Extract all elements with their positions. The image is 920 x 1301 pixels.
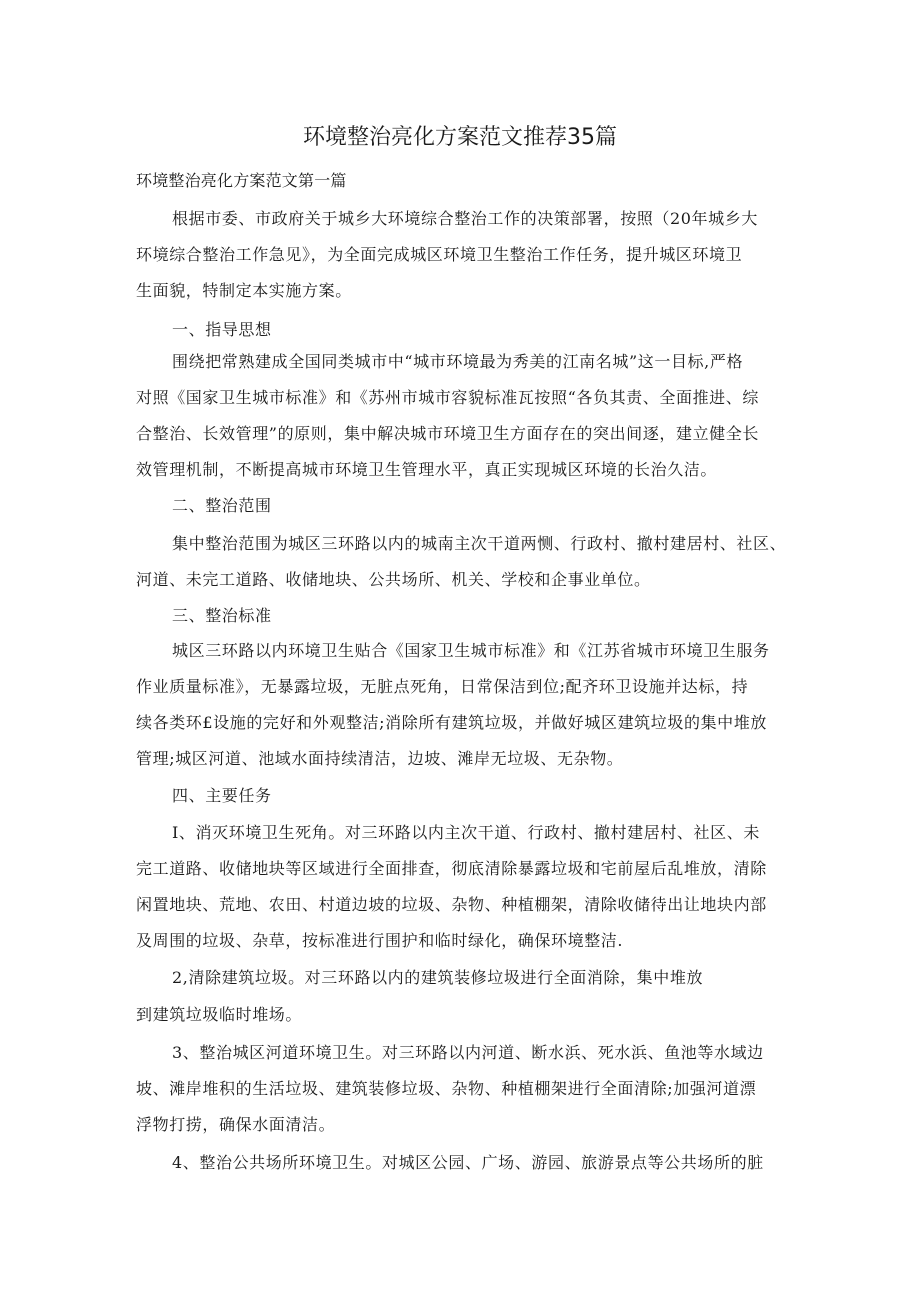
paragraph-line: 完工道路、收储地块等区域进行全面排查，彻底清除暴露垃圾和宅前屋后乱堆放，清除 bbox=[136, 859, 767, 878]
section-heading-main-tasks: 四、主要任务 bbox=[172, 786, 272, 805]
paragraph-line: 河道、未完工道路、收储地块、公共场所、机关、学校和企事业单位。 bbox=[136, 570, 651, 589]
intro-line: 环境综合整治工作急见》，为全面完成城区环境卫生整治工作任务，提升城区环境卫 bbox=[136, 245, 743, 264]
paragraph-line: 4、整治公共场所环境卫生。对城区公园、广场、游园、旅游景点等公共场所的脏 bbox=[172, 1153, 764, 1172]
paragraph-line: 2,清除建筑垃圾。对三环路以内的建筑装修垃圾进行全面消除，集中堆放 bbox=[172, 968, 704, 987]
paragraph-line: 管理;城区河道、池域水面持续清洁，边坡、滩岸无垃圾、无杂物。 bbox=[136, 749, 624, 768]
section-heading-standards: 三、整治标准 bbox=[172, 606, 272, 625]
paragraph-line: 合整治、长效管理”的原则，集中解决城市环境卫生方面存在的突出间逐，建立健全长 bbox=[136, 424, 759, 443]
paragraph-line: 效管理机制，不断提高城市环境卫生管理水平，真正实现城区环境的长治久洁。 bbox=[136, 460, 718, 479]
paragraph-line: 3、整治城区河道环境卫生。对三环路以内河道、断水浜、死水浜、鱼池等水域边 bbox=[172, 1043, 764, 1062]
section-heading-scope: 二、整治范围 bbox=[172, 496, 272, 515]
paragraph-line: 坡、滩岸堆积的生活垃圾、建筑装修垃圾、杂物、种植棚架进行全面清除;加强河道漂 bbox=[136, 1079, 757, 1098]
paragraph-line: 闲置地块、荒地、农田、村道边坡的垃圾、杂物、种植棚架，清除收储待出让地块内部 bbox=[136, 895, 767, 914]
paragraph-line: 及周围的垃圾、杂草，按标准进行围护和临时绿化，确保环境整洁. bbox=[136, 931, 624, 950]
paragraph-line: 续各类环£设施的完好和外观整洁;消除所有建筑垃圾，并做好城区建筑垃圾的集中堆放 bbox=[136, 713, 767, 732]
intro-line: 根据市委、市政府关于城乡大环境综合整治工作的决策部署，按照（20年城乡大 bbox=[172, 209, 758, 228]
paragraph-line: 到建筑垃圾临时堆场。 bbox=[136, 1005, 303, 1024]
paragraph-line: 城区三环路以内环境卫生贴合《国家卫生城市标准》和《江苏省城市环境卫生服务 bbox=[172, 641, 770, 660]
paragraph-line: 对照《国家卫生城市标准》和《苏州市城市容貌标准瓦按照“各负其责、全面推进、综 bbox=[136, 388, 759, 407]
paragraph-line: 浮物打捞，确保水面清洁。 bbox=[136, 1115, 336, 1134]
paragraph-line: 围绕把常熟建成全国同类城市中“城市环境最为秀美的江南名城”这一目标,严格 bbox=[172, 352, 744, 371]
document-subtitle: 环境整治亮化方案范文第一篇 bbox=[136, 171, 347, 190]
paragraph-line: 集中整治范围为城区三环路以内的城南主次干道两恻、行政村、撤村建居村、社区、 bbox=[172, 534, 787, 553]
intro-line: 生面貌，特制定本实施方案。 bbox=[136, 281, 352, 300]
document-title: 环境整治亮化方案范文推荐35篇 bbox=[303, 125, 617, 150]
paragraph-line: 作业质量标准》，无暴露垃圾，无脏点死角，日常保洁到位;配齐环卫设施并达标，持 bbox=[136, 677, 749, 696]
section-heading-guiding-ideology: 一、指导思想 bbox=[172, 320, 272, 339]
paragraph-line: I、消灭环境卫生死角。对三环路以内主次干道、行政村、撤村建居村、社区、未 bbox=[172, 823, 760, 842]
